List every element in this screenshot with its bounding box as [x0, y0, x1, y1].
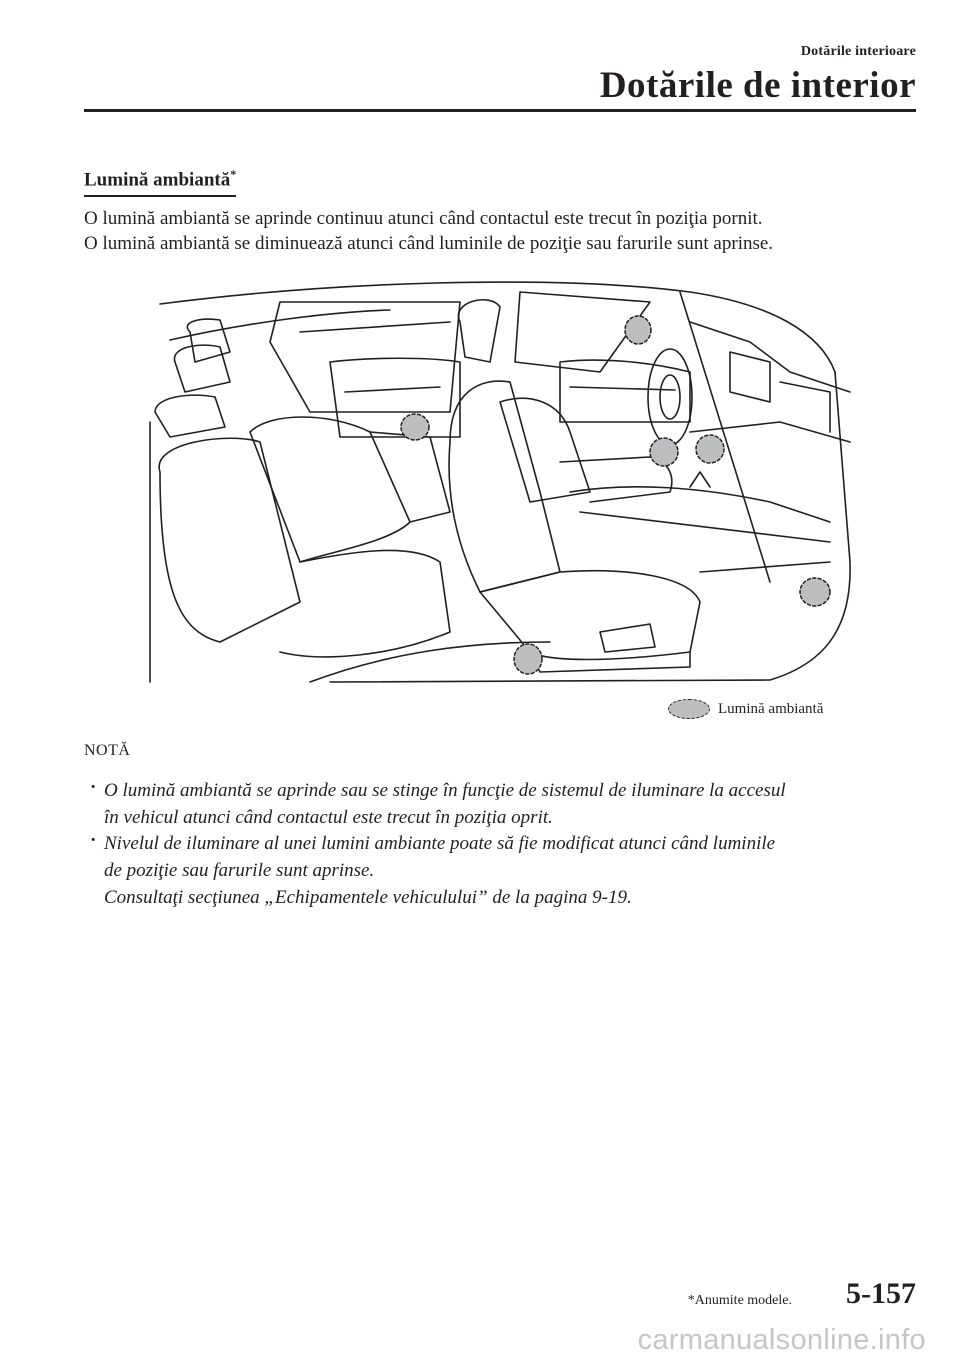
- car-interior-illustration: [130, 262, 870, 692]
- ambient-light-dash-left: [650, 438, 678, 466]
- optional-equipment-marker: *: [230, 167, 237, 181]
- section-heading: [84, 167, 236, 197]
- note-bullet-2-line-2: de poziţie sau farurile sunt aprinse.: [104, 860, 375, 881]
- ambient-light-dash-right: [696, 435, 724, 463]
- section-heading-text: Lumină ambiantă: [84, 169, 231, 191]
- ambient-light-legend-swatch: [668, 699, 710, 719]
- running-header-subsection: Dotările interioare: [800, 44, 916, 59]
- note-bullet-2-line-1: Nivelul de iluminare al unei lumini ambiante poate să fie modificat atunci când luminile: [104, 833, 776, 854]
- legend-label: Lumină ambiantă: [718, 700, 824, 717]
- note-bullet-marker-1: ·: [90, 777, 97, 798]
- footnote: *Anumite modele.: [687, 1293, 792, 1308]
- note-heading: NOTĂ: [84, 742, 131, 759]
- note-bullet-2-line-3: Consultaţi secţiunea „Echipamentele vehiculului” de la pagina 9-19.: [104, 887, 632, 908]
- body-paragraph-1: O lumină ambiantă se aprinde continuu atunci când contactul este trecut în poziţia pornit.: [84, 208, 763, 229]
- note-bullet-1-line-2: în vehicul atunci când contactul este trecut în poziţia oprit.: [104, 807, 553, 828]
- watermark: carmanualsonline.info: [637, 1324, 926, 1356]
- note-bullet-1-line-1: O lumină ambiantă se aprinde sau se stinge în funcţie de sistemul de iluminare la accesul: [104, 780, 786, 801]
- header-rule: [84, 109, 916, 112]
- figure-legend: [668, 697, 823, 721]
- body-paragraph-2: O lumină ambiantă se diminuează atunci când luminile de poziţie sau farurile sunt aprinse.: [84, 233, 774, 254]
- ambient-light-seat-base: [514, 644, 542, 674]
- ambient-light-front-door-upper: [625, 316, 651, 344]
- ambient-light-footwell: [800, 578, 830, 606]
- ambient-light-rear-door: [401, 414, 429, 440]
- page-number: 5-157: [846, 1277, 916, 1310]
- running-header-title: Dotările de interior: [599, 65, 916, 106]
- note-bullet-marker-2: ·: [90, 830, 97, 851]
